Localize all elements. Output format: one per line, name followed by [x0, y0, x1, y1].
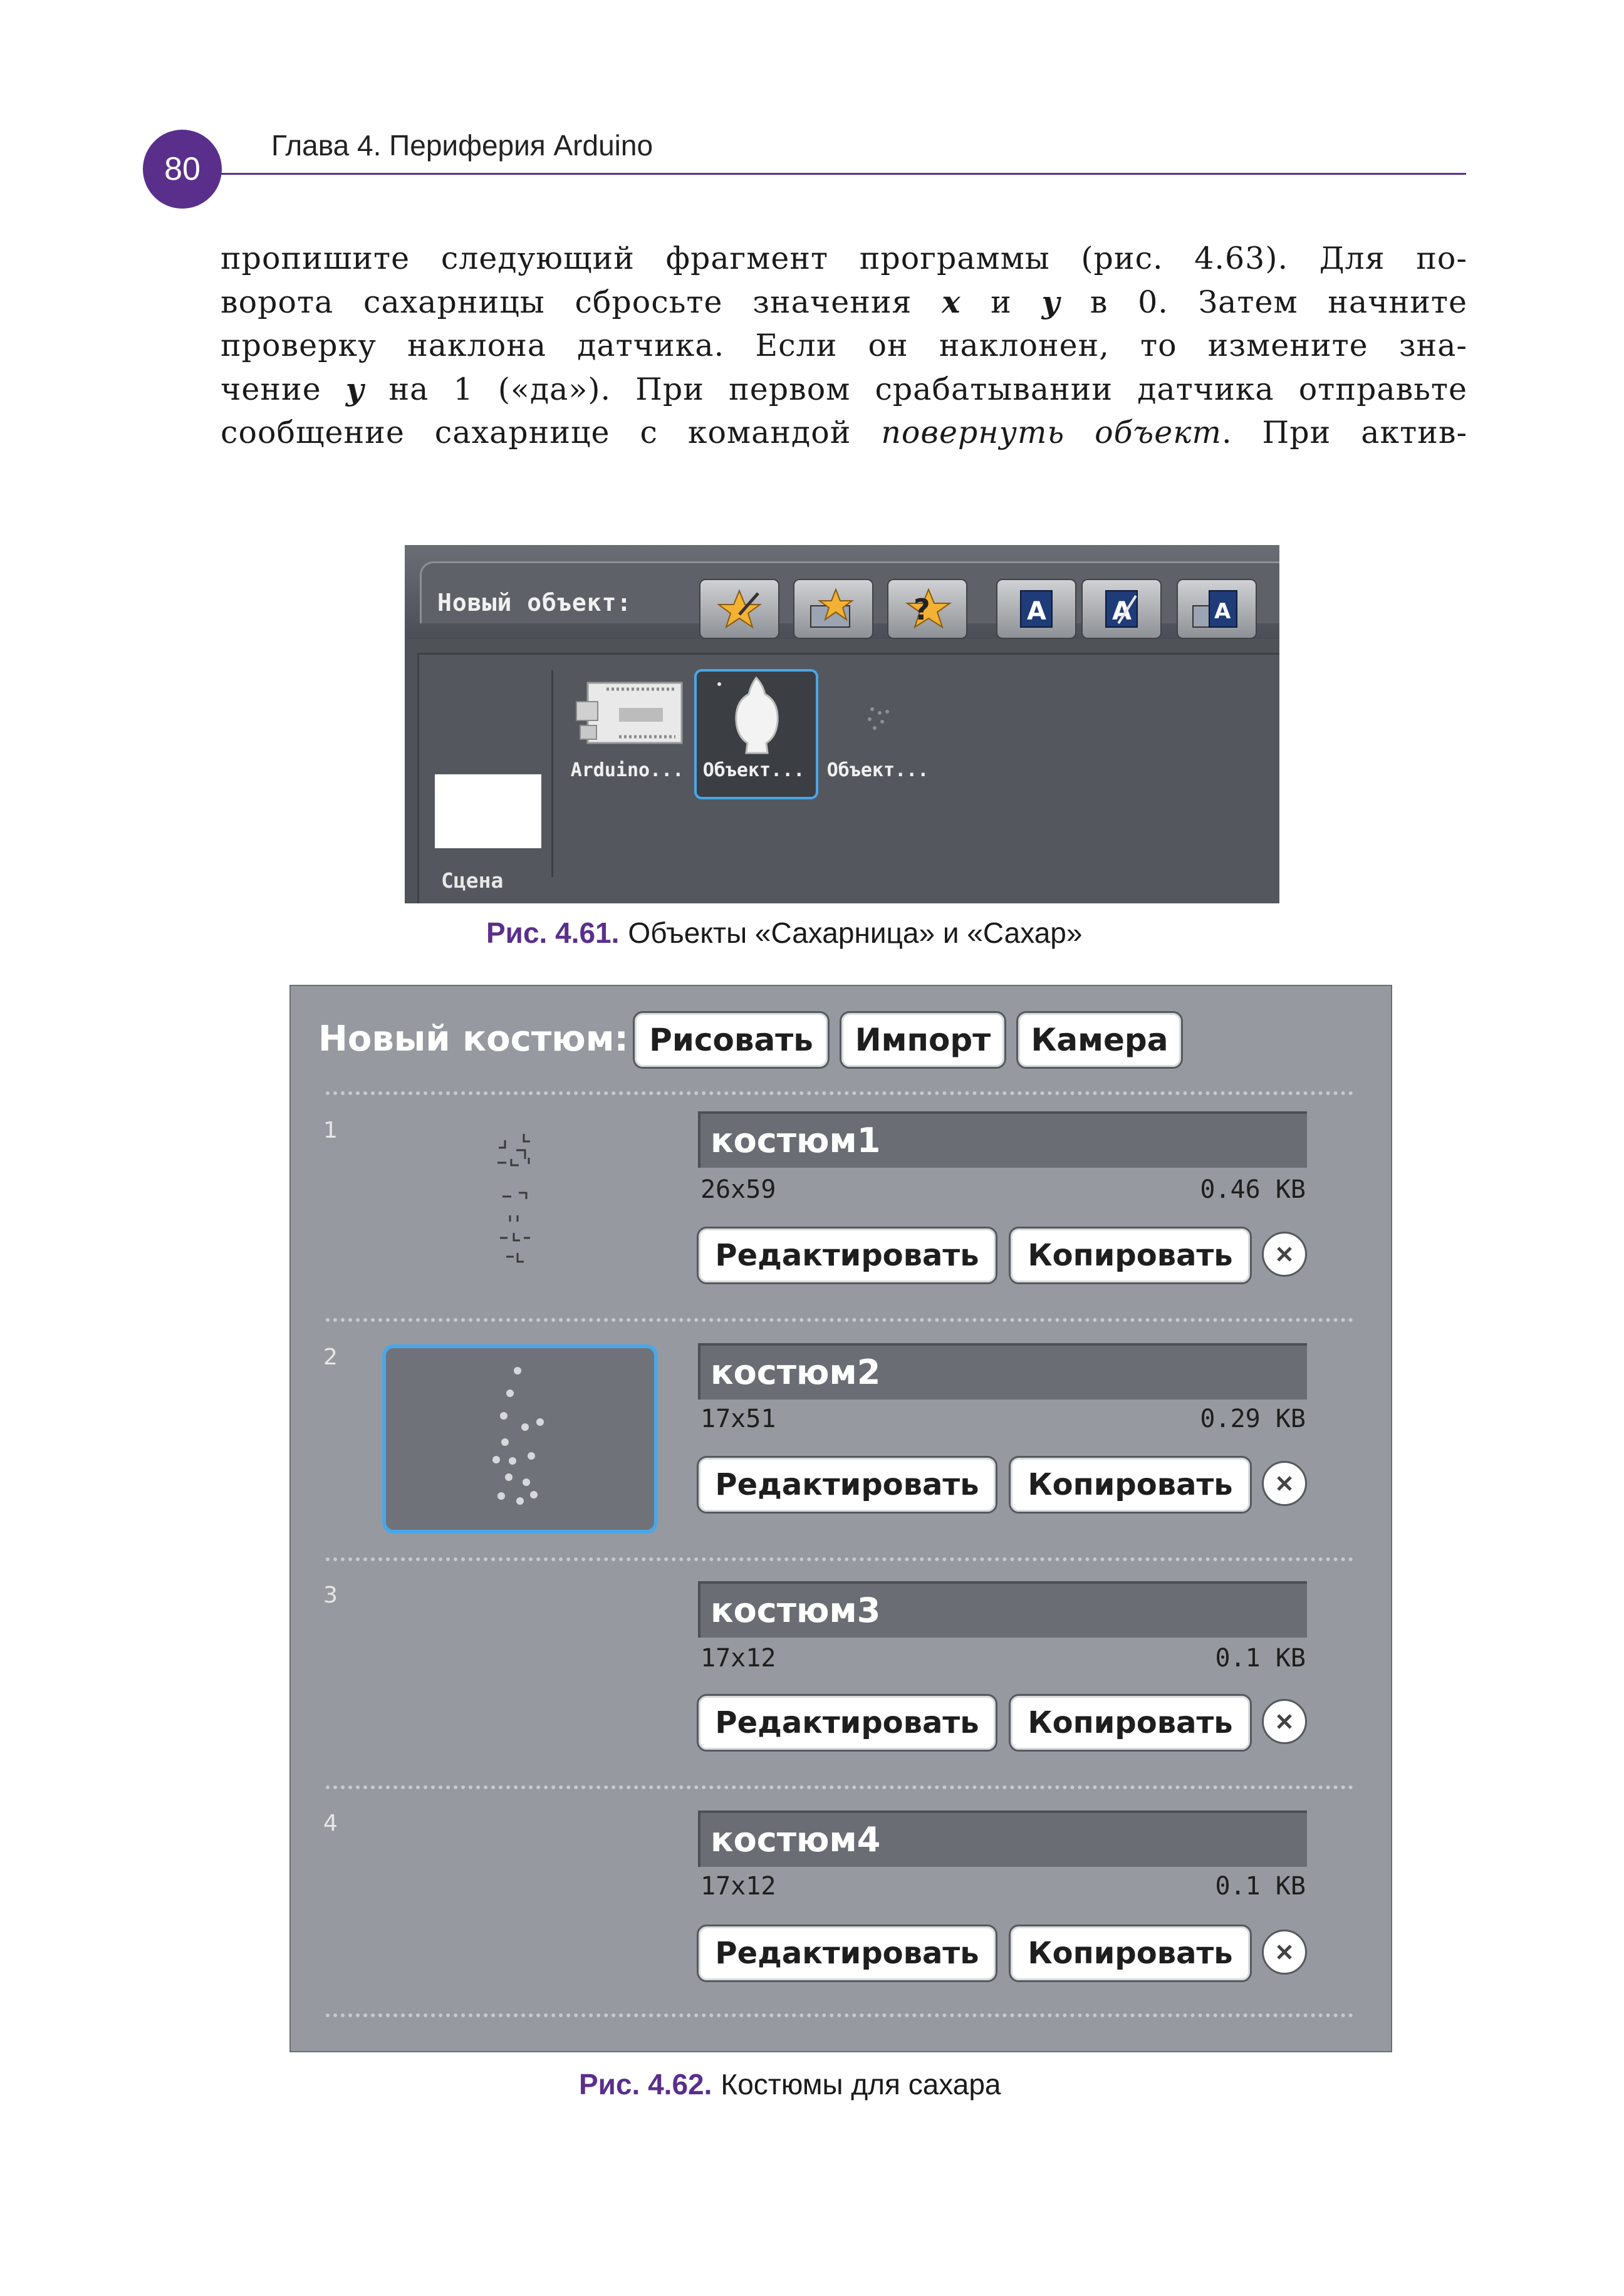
edit-costume-button[interactable]: Редактировать — [697, 1925, 997, 1982]
surprise-sprite-icon — [901, 587, 954, 631]
new-object-label: Новый объект: — [437, 589, 632, 616]
svg-text:A: A — [1112, 597, 1132, 626]
figure-number: Рис. 4.61. — [486, 917, 620, 949]
import-text-sprite-icon — [1190, 587, 1243, 631]
costume-index: 4 — [323, 1810, 338, 1836]
costume-name-field[interactable]: костюм3 — [698, 1581, 1307, 1638]
copy-costume-button[interactable]: Копировать — [1009, 1694, 1252, 1752]
figure-caption — [486, 916, 1082, 950]
para-line: сообщение сахарнице с командой повернуть объект. При актив- — [221, 415, 1467, 450]
figure-caption-text: Костюмы для сахара — [721, 2068, 1001, 2101]
camera-costume-button[interactable]: Камера — [1016, 1011, 1183, 1069]
stage-thumbnail[interactable] — [435, 774, 541, 848]
new-text-sprite-icon — [1014, 587, 1058, 631]
costume-2-thumbnail-selected[interactable] — [382, 1344, 658, 1534]
dotted-separator — [326, 1785, 1353, 1789]
close-icon — [1274, 1473, 1294, 1493]
svg-text:?: ? — [914, 593, 930, 626]
dotted-separator — [326, 1091, 1353, 1095]
delete-costume-button[interactable] — [1262, 1461, 1307, 1506]
svg-text:A: A — [1027, 597, 1046, 626]
costume-index: 1 — [323, 1118, 338, 1143]
dotted-separator — [326, 1318, 1353, 1322]
costume-dimensions: 17x12 — [700, 1872, 776, 1901]
edit-costume-button[interactable]: Редактировать — [697, 1456, 997, 1514]
para-line: пропишите следующий фрагмент программы (рис. 4.63). Для по- — [221, 241, 1467, 276]
sprite-label-sugar: Объект... — [826, 759, 929, 781]
edit-text-sprite-icon — [1100, 587, 1143, 631]
costume-dimensions: 17x12 — [700, 1644, 776, 1673]
dotted-separator — [326, 2013, 1353, 2017]
paint-new-sprite-button[interactable] — [699, 579, 779, 639]
sugar-dots-thumbnail — [812, 668, 931, 756]
import-sprite-icon — [807, 587, 860, 631]
costume-name-field[interactable]: костюм2 — [698, 1343, 1307, 1400]
new-costume-label: Новый костюм: — [318, 1019, 628, 1059]
costume-index: 3 — [323, 1582, 338, 1608]
costume-1-thumbnail — [472, 1128, 573, 1291]
body-paragraph — [221, 237, 1467, 455]
figure-caption — [579, 2067, 1001, 2101]
close-icon — [1274, 1712, 1294, 1732]
copy-costume-button[interactable]: Копировать — [1009, 1456, 1252, 1514]
costume-index: 2 — [323, 1344, 338, 1370]
header-rule — [219, 173, 1466, 175]
sugar-bowl-thumbnail — [697, 672, 816, 759]
surprise-sprite-button[interactable] — [887, 579, 967, 639]
stage-label: Сцена — [441, 868, 504, 893]
dotted-separator — [326, 1557, 1353, 1561]
copy-costume-button[interactable]: Копировать — [1009, 1227, 1252, 1284]
edit-costume-button[interactable]: Редактировать — [697, 1694, 997, 1752]
delete-costume-button[interactable] — [1262, 1930, 1307, 1975]
costumes-panel-figure — [289, 985, 1392, 2052]
close-icon — [1274, 1244, 1294, 1264]
costume-filesize: 0.1 KB — [1215, 1872, 1306, 1901]
figure-caption-text: Объекты «Сахарница» и «Сахар» — [628, 917, 1083, 949]
para-line: чение y на 1 («да»). При первом срабатывании датчика отправьте — [221, 370, 1467, 407]
costume-name-field[interactable]: костюм4 — [698, 1810, 1307, 1867]
chapter-title: Глава 4. Периферия Arduino — [271, 129, 653, 162]
edit-text-sprite-button[interactable] — [1081, 579, 1162, 639]
svg-text:A: A — [1214, 599, 1231, 624]
sprite-label-arduino: Arduino... — [570, 759, 684, 781]
paint-costume-button[interactable]: Рисовать — [633, 1011, 830, 1069]
sprite-panel-figure — [405, 545, 1279, 903]
close-icon — [1274, 1942, 1294, 1962]
sprite-label-sugar-bowl: Объект... — [702, 759, 805, 781]
page-number: 80 — [143, 130, 222, 209]
import-text-sprite-button[interactable] — [1177, 579, 1257, 639]
stage-divider — [551, 670, 553, 877]
para-line: проверку наклона датчика. Если он наклонен, то измените зна- — [221, 328, 1467, 363]
costume-dimensions: 26x59 — [700, 1175, 776, 1204]
arduino-board-thumbnail — [569, 668, 688, 756]
figure-number: Рис. 4.62. — [579, 2068, 712, 2101]
import-sprite-button[interactable] — [793, 579, 873, 639]
costume-filesize: 0.1 KB — [1215, 1644, 1306, 1673]
edit-costume-button[interactable]: Редактировать — [697, 1227, 997, 1284]
new-text-sprite-button[interactable] — [996, 579, 1076, 639]
delete-costume-button[interactable] — [1262, 1699, 1307, 1744]
para-line: ворота сахарницы сбросьте значения x и y в 0. Затем начните — [221, 283, 1467, 320]
costume-dimensions: 17x51 — [700, 1405, 776, 1433]
costume-name-field[interactable]: костюм1 — [698, 1111, 1307, 1168]
import-costume-button[interactable]: Импорт — [840, 1011, 1006, 1069]
costume-filesize: 0.29 KB — [1200, 1405, 1306, 1433]
paint-new-sprite-icon — [714, 587, 764, 631]
costume-filesize: 0.46 KB — [1200, 1175, 1306, 1204]
sugar-dots-costume — [386, 1348, 654, 1530]
delete-costume-button[interactable] — [1262, 1232, 1307, 1277]
copy-costume-button[interactable]: Копировать — [1009, 1925, 1252, 1982]
